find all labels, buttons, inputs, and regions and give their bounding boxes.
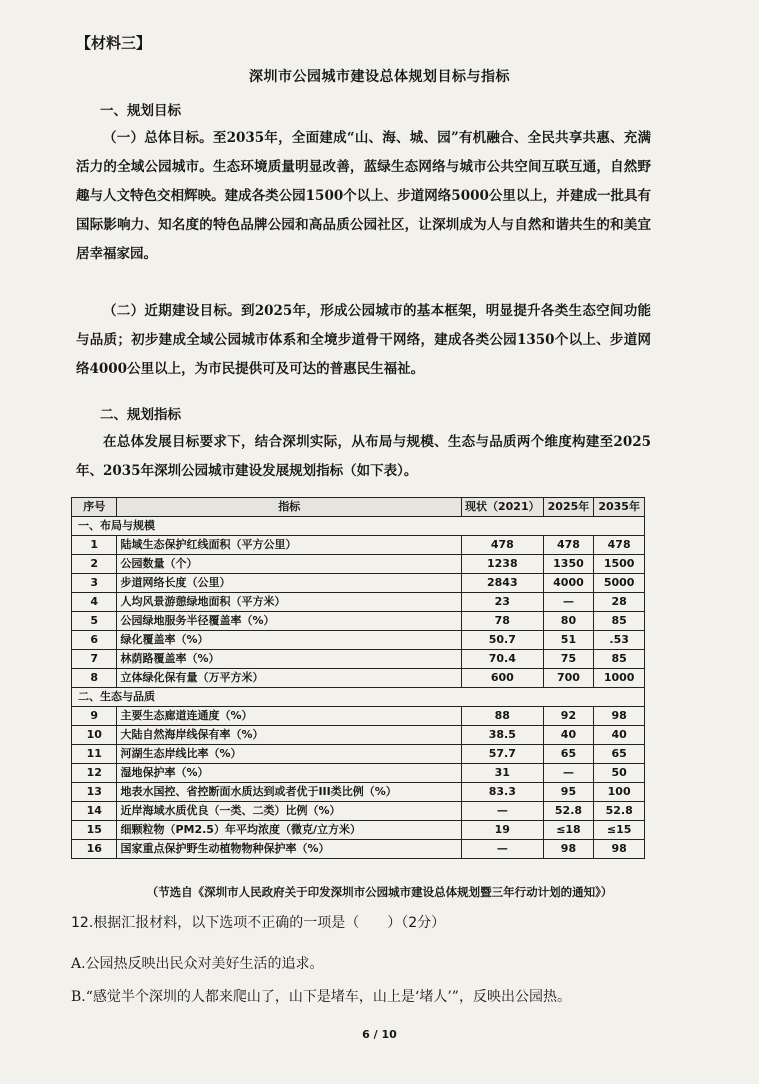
table-row [72,764,645,783]
cell-2025: 80 [543,612,594,631]
table-row [72,593,645,612]
cell-current: 23 [462,593,544,612]
cell-2035: 100 [594,783,645,802]
table-row [72,707,645,726]
cell-2025: 1350 [543,555,594,574]
table-row [72,821,645,840]
document-title: 深圳市公园城市建设总体规划目标与指标 [249,69,510,85]
cell-indicator: 林荫路覆盖率（%） [117,650,462,669]
table-header-row [72,498,645,517]
header-2035: 2035年 [594,498,645,517]
cell-index: 16 [72,840,117,859]
source-note: （节选自《深圳市人民政府关于印发深圳市公园城市建设总体规划暨三年行动计划的通知》） [146,885,613,899]
cell-index: 10 [72,726,117,745]
cell-2035: 1500 [594,555,645,574]
cell-indicator: 国家重点保护野生动植物物种保护率（%） [117,840,462,859]
cell-2025: 75 [543,650,594,669]
paragraph-near-term-goal: （二）近期建设目标。到2025年，形成公园城市的基本框架，明显提升各类生态空间功能与品质；初步建成全域公园城市体系和全境步道骨干网络，建成各类公园1350个以上、步道网络4000公里以上，为市民提供可及可达的普惠民生福祉。 [76,303,651,377]
cell-current: 31 [462,764,544,783]
cell-index: 9 [72,707,117,726]
cell-2025: 92 [543,707,594,726]
cell-2025: 478 [543,536,594,555]
cell-2025: 4000 [543,574,594,593]
cell-current: 478 [462,536,544,555]
cell-current: 19 [462,821,544,840]
cell-indicator: 公园数量（个） [117,555,462,574]
table-row [72,536,645,555]
cell-2035: 98 [594,840,645,859]
cell-2025: ≤18 [543,821,594,840]
table-row [72,745,645,764]
header-indicator: 指标 [117,498,462,517]
page-number: 6 / 10 [362,1028,397,1041]
cell-indicator: 湿地保护率（%） [117,764,462,783]
cell-current: 50.7 [462,631,544,650]
cell-current: 1238 [462,555,544,574]
cell-2025: 95 [543,783,594,802]
cell-current: 57.7 [462,745,544,764]
table-row [72,650,645,669]
cell-2025: 52.8 [543,802,594,821]
cell-index: 2 [72,555,117,574]
section-heading-indicators: 二、规划指标 [100,407,181,423]
table-row [72,669,645,688]
cell-2035: 52.8 [594,802,645,821]
indicator-table [71,497,645,859]
cell-index: 13 [72,783,117,802]
cell-current: 38.5 [462,726,544,745]
cell-current: 78 [462,612,544,631]
cell-current: — [462,840,544,859]
question-12: 12.根据汇报材料，以下选项不正确的一项是（ ）（2分） [71,915,446,931]
cell-2035: 65 [594,745,645,764]
cell-index: 14 [72,802,117,821]
cell-2025: 700 [543,669,594,688]
cell-current: 2843 [462,574,544,593]
header-2025: 2025年 [543,498,594,517]
cell-2035: 40 [594,726,645,745]
table-row [72,612,645,631]
cell-indicator: 近岸海域水质优良（一类、二类）比例（%） [117,802,462,821]
cell-indicator: 陆域生态保护红线面积（平方公里） [117,536,462,555]
cell-index: 11 [72,745,117,764]
cell-2025: 51 [543,631,594,650]
cell-indicator: 细颗粒物（PM2.5）年平均浓度（微克/立方米） [117,821,462,840]
table-row [72,574,645,593]
table-row [72,555,645,574]
cell-2035: 5000 [594,574,645,593]
cell-indicator: 立体绿化保有量（万平方米） [117,669,462,688]
cell-current: 83.3 [462,783,544,802]
material-label: 【材料三】 [76,34,152,52]
header-index: 序号 [72,498,117,517]
option-a: A.公园热反映出民众对美好生活的追求。 [71,956,324,972]
cell-index: 15 [72,821,117,840]
table-section-row [72,688,645,707]
cell-index: 6 [72,631,117,650]
table-row [72,631,645,650]
cell-index: 7 [72,650,117,669]
cell-2035: 28 [594,593,645,612]
cell-2025: 65 [543,745,594,764]
table-section-label: 一、布局与规模 [72,517,645,536]
cell-indicator: 大陆自然海岸线保有率（%） [117,726,462,745]
cell-index: 3 [72,574,117,593]
cell-indicator: 主要生态廊道连通度（%） [117,707,462,726]
table-row [72,840,645,859]
cell-index: 8 [72,669,117,688]
cell-indicator: 人均风景游憩绿地面积（平方米） [117,593,462,612]
cell-index: 12 [72,764,117,783]
cell-index: 5 [72,612,117,631]
cell-2025: 98 [543,840,594,859]
cell-indicator: 河湖生态岸线比率（%） [117,745,462,764]
paragraph-overall-goal: （一）总体目标。至2035年，全面建成“山、海、城、园”有机融合、全民共享共惠、充满活力的全域公园城市。生态环境质量明显改善，蓝绿生态网络与城市公共空间互联互通，自然野趣与人文特色交相辉映。建成各类公园1500个以上、步道网络5000公里以上，并建成一批具有国际影响力、知名度的特色品牌公园和高品质公园社区，让深圳成为人与自然和谐共生的和美宜居幸福家园。 [76,130,651,262]
table-row [72,783,645,802]
cell-2025: 40 [543,726,594,745]
table-section-label: 二、生态与品质 [72,688,645,707]
cell-index: 1 [72,536,117,555]
cell-current: — [462,802,544,821]
header-current: 现状（2021） [462,498,544,517]
cell-2035: 1000 [594,669,645,688]
section-heading-goals: 一、规划目标 [100,103,181,119]
cell-2035: 98 [594,707,645,726]
cell-current: 88 [462,707,544,726]
paragraph-indicators-intro: 在总体发展目标要求下，结合深圳实际，从布局与规模、生态与品质两个维度构建至2025年、2035年深圳公园城市建设发展规划指标（如下表）。 [76,434,651,479]
table-row [72,802,645,821]
table-section-row [72,517,645,536]
option-b: B.“感觉半个深圳的人都来爬山了，山下是堵车，山上是‘堵人’”，反映出公园热。 [71,989,571,1005]
cell-2025: — [543,764,594,783]
cell-2035: 85 [594,612,645,631]
cell-2035: 50 [594,764,645,783]
cell-2025: — [543,593,594,612]
cell-2035: .53 [594,631,645,650]
cell-indicator: 步道网络长度（公里） [117,574,462,593]
cell-current: 70.4 [462,650,544,669]
cell-index: 4 [72,593,117,612]
cell-indicator: 地表水国控、省控断面水质达到或者优于III类比例（%） [117,783,462,802]
cell-2035: 85 [594,650,645,669]
cell-current: 600 [462,669,544,688]
cell-2035: ≤15 [594,821,645,840]
cell-indicator: 公园绿地服务半径覆盖率（%） [117,612,462,631]
cell-indicator: 绿化覆盖率（%） [117,631,462,650]
table-row [72,726,645,745]
cell-2035: 478 [594,536,645,555]
